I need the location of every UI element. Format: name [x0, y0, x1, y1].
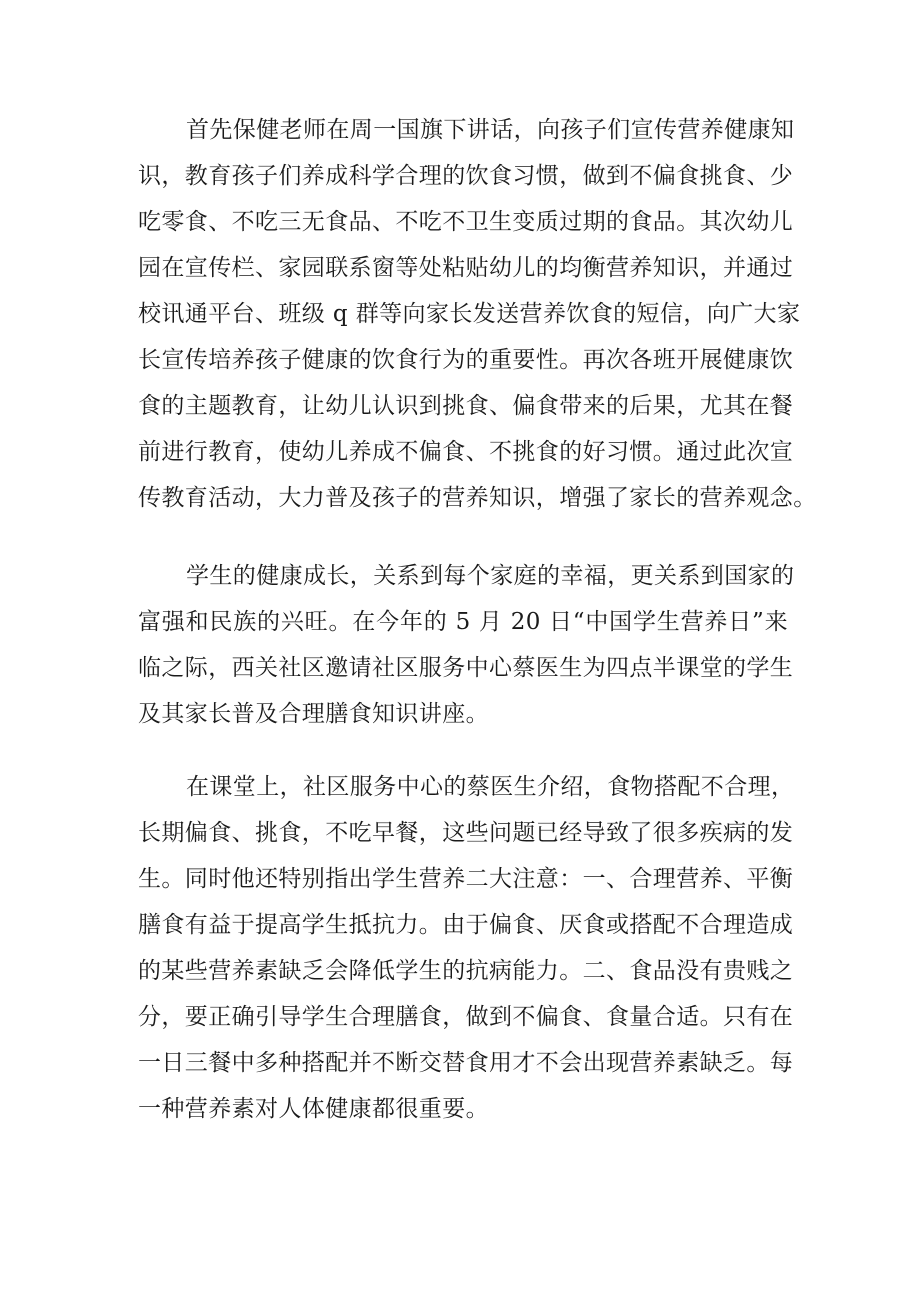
paragraph-line: 长期偏食、挑食，不吃早餐，这些问题已经导致了很多疾病的发	[138, 820, 794, 846]
paragraph-line: 校讯通平台、班级 q 群等向家长发送营养饮食的短信，向广大家	[138, 301, 801, 327]
paragraph-line: 长宣传培养孩子健康的饮食行为的重要性。再次各班开展健康饮	[138, 347, 794, 373]
paragraph-line: 膳食有益于提高学生抵抗力。由于偏食、厌食或搭配不合理造成	[138, 912, 794, 938]
paragraph-line: 前进行教育，使幼儿养成不偏食、不挑食的好习惯。通过此次宣	[138, 439, 794, 465]
paragraph-line: 一种营养素对人体健康都很重要。	[138, 1096, 489, 1122]
paragraph-2	[138, 553, 795, 737]
paragraph-line: 分，要正确引导学生合理膳食，做到不偏食、食量合适。只有在	[138, 1004, 794, 1030]
paragraph-line: 在课堂上，社区服务中心的蔡医生介绍，食物搭配不合理，	[186, 774, 795, 800]
paragraph-line: 学生的健康成长，关系到每个家庭的幸福，更关系到国家的	[186, 563, 795, 589]
paragraph-line: 园在宣传栏、家园联系窗等处粘贴幼儿的均衡营养知识，并通过	[138, 255, 794, 281]
paragraph-line: 生。同时他还特别指出学生营养二大注意：一、合理营养、平衡	[138, 866, 794, 892]
paragraph-line: 富强和民族的兴旺。在今年的 5 月 20 日“中国学生营养日”来	[138, 609, 788, 635]
paragraph-line: 及其家长普及合理膳食知识讲座。	[138, 701, 489, 727]
paragraph-line: 的某些营养素缺乏会降低学生的抗病能力。二、食品没有贵贱之	[138, 958, 794, 984]
paragraph-line: 吃零食、不吃三无食品、不吃不卫生变质过期的食品。其次幼儿	[138, 209, 794, 235]
paragraph-line: 临之际，西关社区邀请社区服务中心蔡医生为四点半课堂的学生	[138, 655, 794, 681]
paragraph-1	[138, 107, 817, 521]
paragraph-line: 传教育活动，大力普及孩子的营养知识，增强了家长的营养观念。	[138, 485, 817, 511]
paragraph-line: 识，教育孩子们养成科学合理的饮食习惯，做到不偏食挑食、少	[138, 163, 794, 189]
paragraph-line: 一日三餐中多种搭配并不断交替食用才不会出现营养素缺乏。每	[138, 1050, 794, 1076]
paragraph-line: 首先保健老师在周一国旗下讲话，向孩子们宣传营养健康知	[186, 117, 795, 143]
paragraph-3	[138, 764, 795, 1132]
paragraph-line: 食的主题教育，让幼儿认识到挑食、偏食带来的后果，尤其在餐	[138, 393, 794, 419]
